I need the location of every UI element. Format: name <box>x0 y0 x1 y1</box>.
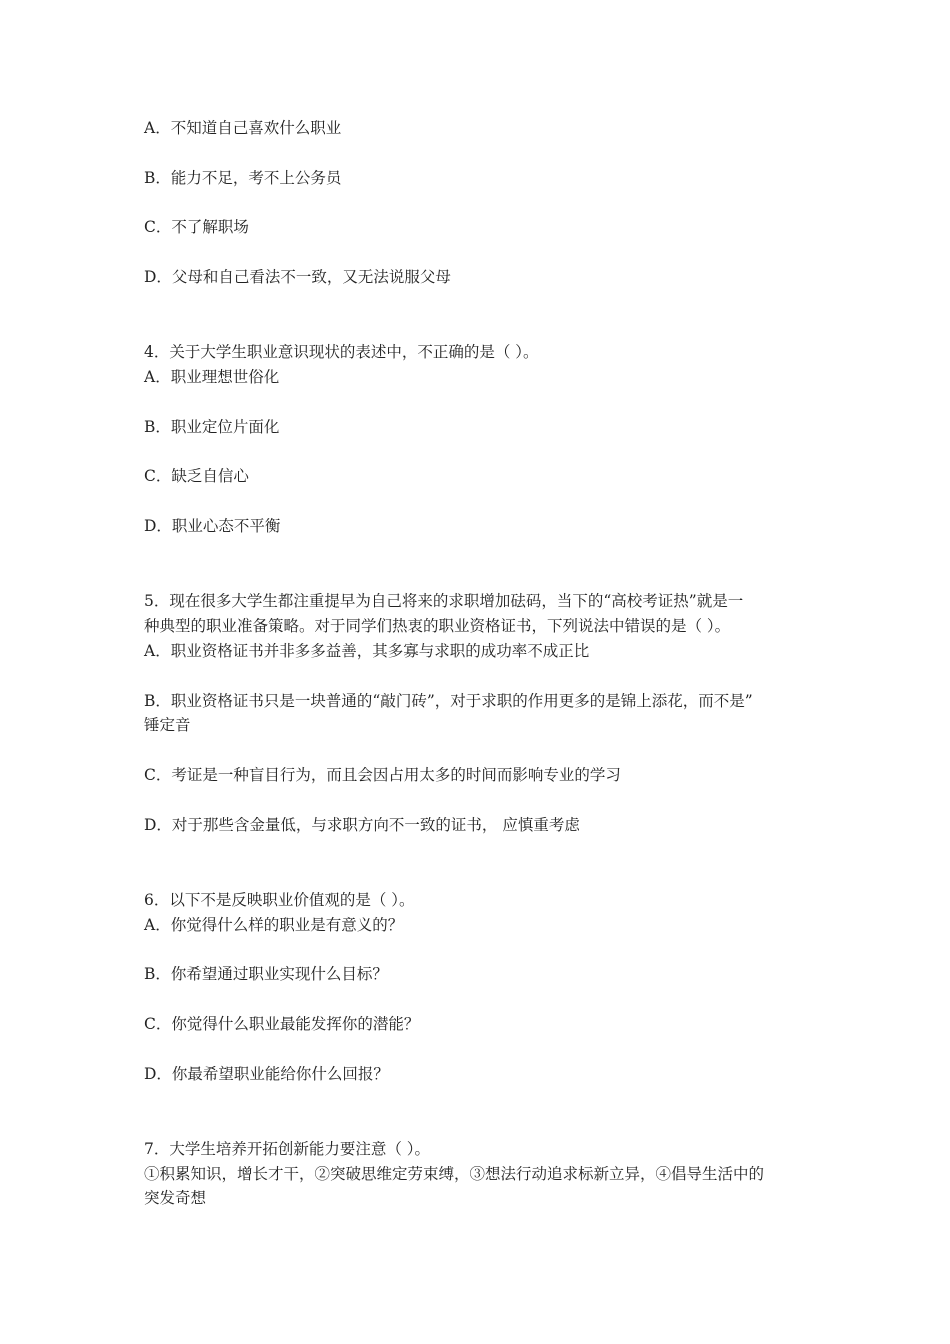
q4-option-c: C．缺乏自信心 <box>144 467 249 485</box>
q4-stem: 4．关于大学生职业意识现状的表述中，不正确的是（ ）。 <box>144 343 539 361</box>
q5-option-a: A．职业资格证书并非多多益善，其多寡与求职的成功率不成正比 <box>144 642 590 660</box>
q6-option-d: D．你最希望职业能给你什么回报？ <box>144 1065 389 1083</box>
q4-option-b: B．职业定位片面化 <box>144 418 280 436</box>
q6-option-c: C．你觉得什么职业最能发挥你的潜能？ <box>144 1015 420 1033</box>
q4-option-d: D．职业心态不平衡 <box>144 517 281 535</box>
q3-option-d: D．父母和自己看法不一致，又无法说服父母 <box>144 268 451 286</box>
q6-option-a: A．你觉得什么样的职业是有意义的？ <box>144 916 404 934</box>
q5-option-c: C．考证是一种盲目行为，而且会因占用太多的时间而影响专业的学习 <box>144 766 621 784</box>
q7-stem: 7．大学生培养开拓创新能力要注意（ ）。 <box>144 1140 431 1158</box>
q5-stem-line2: 种典型的职业准备策略。对于同学们热衷的职业资格证书，下列说法中错误的是（ ）。 <box>144 617 731 635</box>
q7-statements-line2: 突发奇想 <box>144 1189 207 1207</box>
q5-option-b-line2: 锤定音 <box>144 716 191 734</box>
q7-statements-line1: ①积累知识，增长才干，②突破思维定劳束缚，③想法行动追求标新立异，④倡导生活中的 <box>144 1165 765 1183</box>
q3-option-b: B．能力不足，考不上公务员 <box>144 169 342 187</box>
q5-stem-line1: 5．现在很多大学生都注重提早为自己将来的求职增加砝码，当下的“高校考证热”就是一 <box>144 592 744 610</box>
q3-option-a: A．不知道自己喜欢什么职业 <box>144 119 342 137</box>
q5-option-b-line1: B．职业资格证书只是一块普通的“敲门砖”，对于求职的作用更多的是锦上添花，而不是” <box>144 692 753 710</box>
q5-option-d: D．对于那些含金量低，与求职方向不一致的证书， 应慎重考虑 <box>144 816 580 834</box>
q6-option-b: B．你希望通过职业实现什么目标？ <box>144 965 388 983</box>
q4-option-a: A．职业理想世俗化 <box>144 368 280 386</box>
q3-option-c: C．不了解职场 <box>144 218 249 236</box>
q6-stem: 6．以下不是反映职业价值观的是（ ）。 <box>144 891 415 909</box>
